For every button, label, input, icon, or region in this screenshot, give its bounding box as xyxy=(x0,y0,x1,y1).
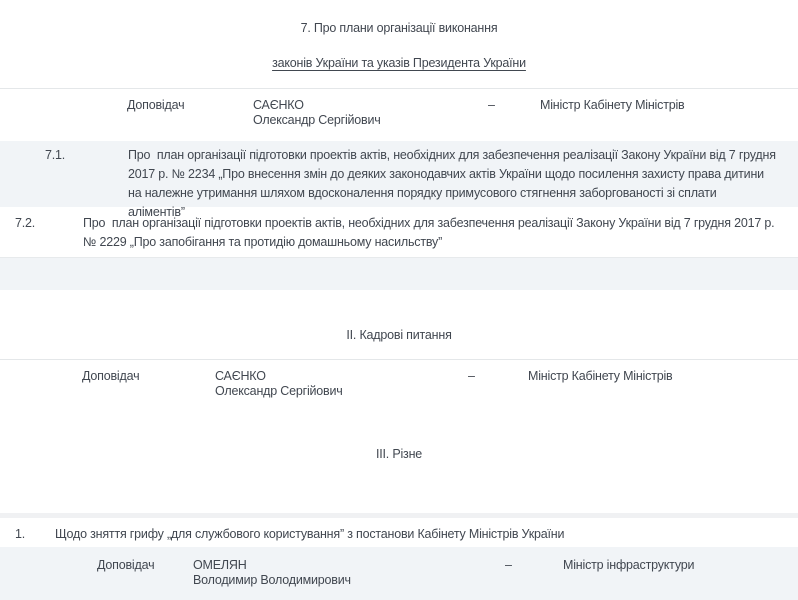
item-number: 1. xyxy=(15,527,26,541)
speaker-position: Міністр інфраструктури xyxy=(563,558,695,572)
speaker-row xyxy=(0,359,798,425)
speaker-row xyxy=(0,547,798,600)
item-number: 7.1. xyxy=(45,148,66,162)
agenda-title-block xyxy=(0,0,798,88)
section-plans xyxy=(0,88,798,290)
section-heading-misc: ІІІ. Різне xyxy=(375,447,423,461)
speaker-given-name: Олександр Сергійович xyxy=(215,384,343,398)
agenda-title-line1: 7. Про плани організації виконання xyxy=(300,21,498,35)
section-personnel xyxy=(0,290,798,425)
agenda-item-1 xyxy=(0,518,798,547)
agenda-item-7-2 xyxy=(0,207,798,257)
section-heading-personnel: ІІ. Кадрові питання xyxy=(346,328,452,342)
speaker-surname: ОМЕЛЯН xyxy=(193,558,247,572)
speaker-name xyxy=(253,98,488,128)
item-text: Про план організації підготовки проектів актів, необхідних для забезпечення реалізації Закону України від 7 грудня 2017 р. № 2234 „Про внесення змін до деяких законодавчих актів України щодо посилення захисту права дитини на належне утримання шляхом вдосконалення порядку примусового стягнення заборгованості зі сплати аліментів” xyxy=(128,148,780,219)
speaker-row xyxy=(0,88,798,141)
dash-separator: – xyxy=(488,98,495,112)
speaker-position: Міністр Кабінету Міністрів xyxy=(540,98,685,112)
dash-separator: – xyxy=(468,369,475,383)
speaker-given-name: Володимир Володимирович xyxy=(193,573,351,587)
speaker-label: Доповідач xyxy=(127,98,185,112)
item-text: Щодо зняття грифу „для службового користування” з постанови Кабінету Міністрів України xyxy=(55,527,565,541)
item-number: 7.2. xyxy=(15,216,36,230)
speaker-surname: САЄНКО xyxy=(253,98,304,112)
agenda-title-line2: законів України та указів Президента України xyxy=(272,56,526,70)
dash-separator: – xyxy=(505,558,512,572)
agenda-item-7-1 xyxy=(0,141,798,219)
speaker-name xyxy=(193,558,505,588)
speaker-name xyxy=(215,369,468,399)
speaker-position: Міністр Кабінету Міністрів xyxy=(528,369,673,383)
speaker-label: Доповідач xyxy=(82,369,140,383)
item-text: Про план організації підготовки проектів актів, необхідних для забезпечення реалізації Закону України від 7 грудня 2017 р. № 2229 „Про запобігання та протидію домашньому насильству” xyxy=(83,216,778,249)
empty-table-row xyxy=(0,257,798,290)
speaker-surname: САЄНКО xyxy=(215,369,266,383)
speaker-label: Доповідач xyxy=(97,558,155,572)
section-misc xyxy=(0,425,798,600)
speaker-given-name: Олександр Сергійович xyxy=(253,113,381,127)
